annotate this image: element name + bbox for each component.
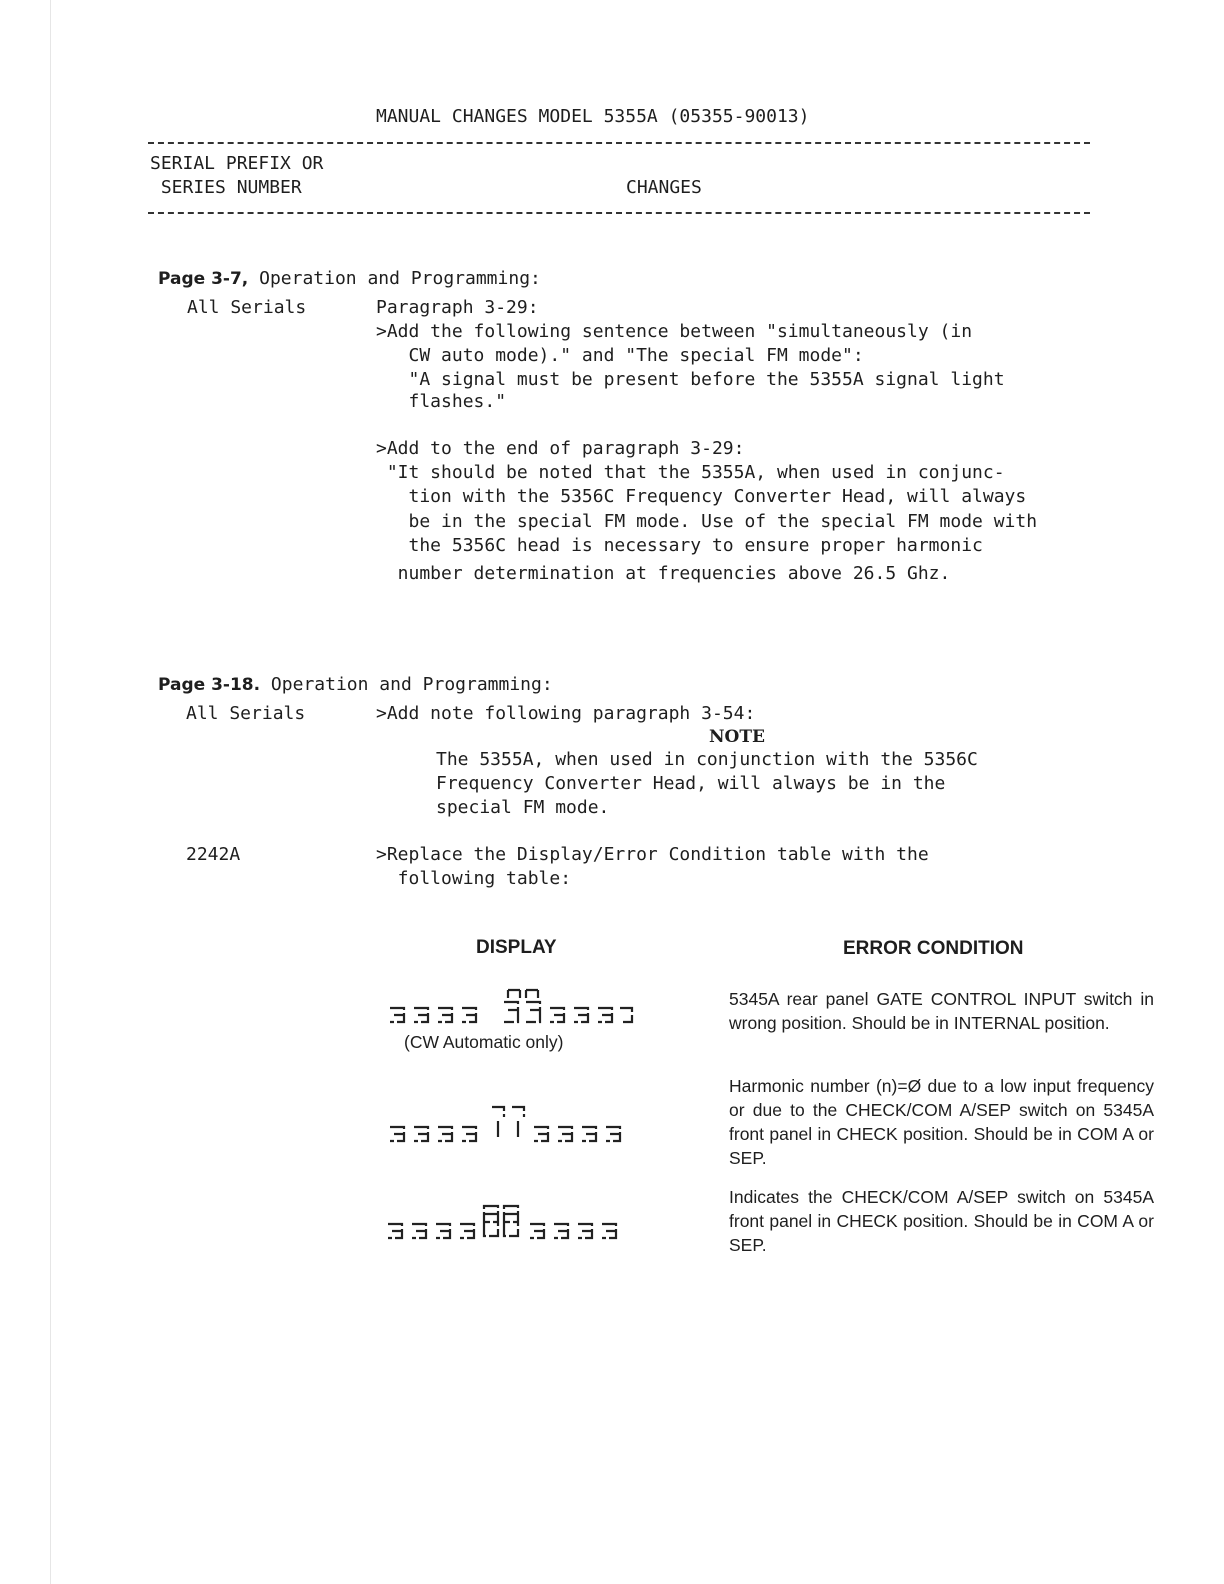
error-column-header: ERROR CONDITION: [843, 938, 1024, 959]
section1-line: >Add to the end of paragraph 3-29:: [376, 438, 745, 459]
seven-segment-display-row1: [386, 986, 636, 1026]
section1-serial: All Serials: [187, 297, 307, 318]
section2-line: >Add note following paragraph 3-54:: [376, 703, 756, 724]
replace-line: following table:: [376, 868, 572, 889]
error-condition-text: Harmonic number (n)=Ø due to a low input frequency or due to the CHECK/COM A/SEP switch on 5345A front panel in CHECK position. Should be in COM A or SEP.: [729, 1076, 1154, 1168]
section1-line: flashes.": [376, 391, 507, 412]
note-line: The 5355A, when used in conjunction with the 5356C: [436, 749, 978, 770]
section1-line: be in the special FM mode. Use of the special FM mode with: [376, 511, 1038, 532]
section1-line: "A signal must be present before the 5355A signal light: [376, 369, 1005, 390]
serial-column-header-line2: SERIES NUMBER: [150, 177, 302, 198]
section2-serial: All Serials: [186, 703, 306, 724]
note-title: NOTE: [709, 727, 765, 747]
section2-page-ref: Page 3-18.: [158, 675, 261, 695]
display-caption: (CW Automatic only): [404, 1032, 564, 1052]
note-line: special FM mode.: [436, 797, 610, 818]
section1-heading: [150, 250, 541, 289]
seven-segment-display-row3: [384, 1202, 636, 1242]
display-column-header: DISPLAY: [476, 937, 557, 958]
header-rule-bottom: [148, 212, 1090, 214]
section1-line: CW auto mode)." and "The special FM mode":: [376, 345, 864, 366]
seven-segment-display-row2: [386, 1103, 636, 1143]
section1-line: the 5356C head is necessary to ensure proper harmonic: [376, 535, 983, 556]
section1-line: "It should be noted that the 5355A, when used in conjunc-: [376, 462, 1005, 483]
section1-line: Paragraph 3-29:: [376, 297, 539, 318]
serial-column-header-line1: SERIAL PREFIX OR: [150, 153, 324, 174]
section2-heading: [150, 656, 553, 695]
changes-column-header: CHANGES: [626, 177, 702, 198]
binder-edge: [50, 0, 51, 1584]
section1-page-title: Operation and Programming:: [248, 268, 541, 289]
section1-line: number determination at frequencies above 26.5 Ghz.: [376, 563, 951, 584]
page-title: MANUAL CHANGES MODEL 5355A (05355-90013): [376, 106, 810, 127]
section1-line: tion with the 5356C Frequency Converter Head, will always: [376, 486, 1027, 507]
replace-line: >Replace the Display/Error Condition table with the: [376, 844, 929, 865]
section1-line: >Add the following sentence between "simultaneously (in: [376, 321, 973, 342]
section2-page-title: Operation and Programming:: [260, 674, 553, 695]
error-condition-text: Indicates the CHECK/COM A/SEP switch on 5345A front panel in CHECK position. Should be in COM A or SEP.: [729, 1187, 1154, 1255]
header-rule-top: [148, 142, 1090, 144]
note-line: Frequency Converter Head, will always be in the: [436, 773, 946, 794]
error-condition-text: 5345A rear panel GATE CONTROL INPUT switch in wrong position. Should be in INTERNAL position.: [729, 989, 1154, 1033]
section1-page-ref: Page 3-7,: [158, 269, 249, 289]
section2-serial-2242a: 2242A: [186, 844, 241, 865]
